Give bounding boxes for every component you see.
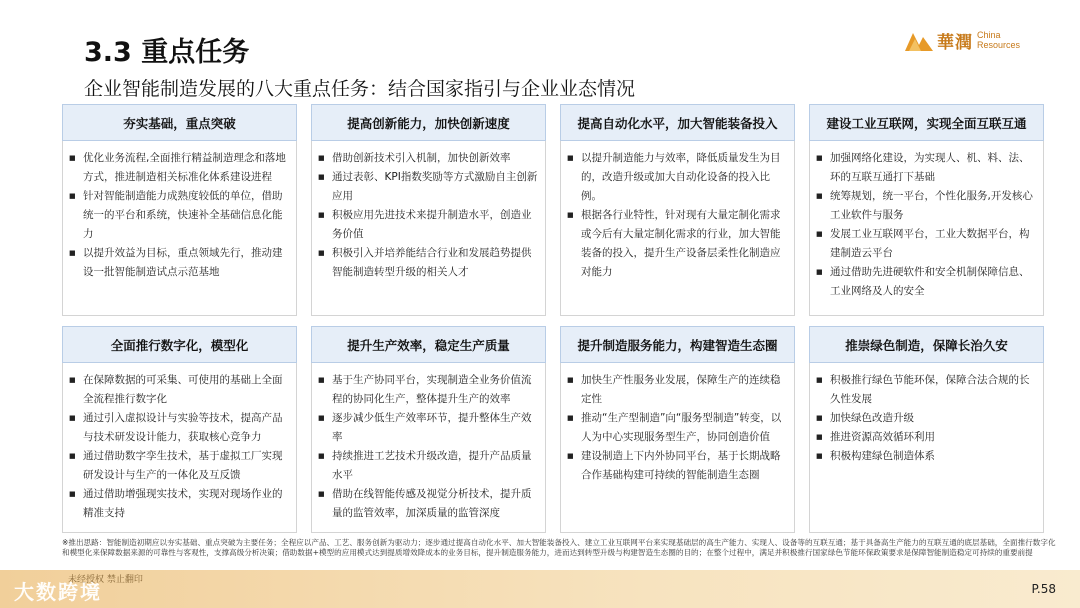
list-item (69, 447, 290, 485)
task-card-body (311, 363, 546, 533)
task-card (62, 326, 297, 533)
list-item (69, 149, 290, 187)
list-item-text: 优化业务流程,全面推行精益制造理念和落地方式，推进制造相关标准化体系建设进程 (83, 152, 286, 183)
logo-mountain-icon (905, 27, 933, 53)
task-card (311, 104, 546, 316)
list-item-text: 通过借助增强现实技术，实现对现场作业的精准支持 (83, 488, 283, 519)
task-card-body (560, 141, 795, 316)
list-item-text: 在保障数据的可采集、可使用的基础上全面全流程推行数字化 (83, 374, 283, 405)
list-item (318, 371, 539, 409)
task-card-title: 推崇绿色制造，保障长治久安 (809, 326, 1044, 363)
bullet-icon: ■ (816, 230, 823, 238)
list-item-text: 积极构建绿色制造体系 (830, 450, 935, 462)
logo-cn-text: 華潤 (937, 32, 973, 53)
list-item (816, 371, 1037, 409)
logo-en-line2: Resources (977, 40, 1021, 50)
list-item-text: 建设制造上下内外协同平台，基于长期战略合作基础构建可持续的智能制造生态圈 (581, 450, 781, 481)
list-item-text: 通过表彰、KPI指数奖励等方式激励自主创新应用 (332, 171, 538, 202)
list-item (318, 409, 539, 447)
task-card-body (62, 141, 297, 316)
bullet-icon: ■ (318, 249, 325, 257)
bullet-icon: ■ (69, 154, 76, 162)
bullet-icon: ■ (816, 376, 823, 384)
list-item (816, 149, 1037, 187)
logo-en-text (977, 30, 1020, 50)
bullet-icon: ■ (318, 414, 325, 422)
task-card-body (62, 363, 297, 533)
list-item (69, 371, 290, 409)
list-item (567, 206, 788, 282)
company-logo (905, 22, 1035, 58)
list-item (318, 244, 539, 282)
list-item-text: 加快生产性服务业发展，保障生产的连续稳定性 (581, 374, 781, 405)
logo-en-line1: China (977, 30, 1001, 40)
list-item (318, 168, 539, 206)
bullet-icon: ■ (69, 414, 76, 422)
list-item-text: 通过引入虚拟设计与实验等技术，提高产品与技术研发设计能力，获取核心竞争力 (83, 412, 283, 443)
bullet-icon: ■ (69, 490, 76, 498)
list-item-text: 以提升制造能力与效率，降低质量发生为目的，改造升级或加大自动化设备的投入比例。 (581, 152, 781, 202)
task-card (311, 326, 546, 533)
task-card-title: 建设工业互联网，实现全面互联互通 (809, 104, 1044, 141)
page-title: 3.3 重点任务 (84, 37, 250, 68)
list-item (567, 409, 788, 447)
task-card (809, 104, 1044, 316)
list-item-text: 借助创新技术引入机制，加快创新效率 (332, 152, 511, 164)
task-card-body (560, 363, 795, 533)
bullet-icon: ■ (816, 452, 823, 460)
watermark-small-text: 未经授权 禁止翻印 (68, 575, 143, 585)
list-item-text: 加强网络化建设，为实现人、机、料、法、环的互联互通打下基础 (830, 152, 1030, 183)
bullet-icon: ■ (69, 249, 76, 257)
list-item (69, 485, 290, 523)
bullet-icon: ■ (318, 173, 325, 181)
list-item-text: 逐步减少低生产效率环节，提升整体生产效率 (332, 412, 532, 443)
list-item-text: 统筹规划，统一平台，个性化服务,开发核心工业软件与服务 (830, 190, 1033, 221)
list-item (816, 263, 1037, 301)
list-item-text: 加快绿色改造升级 (830, 412, 914, 424)
list-item (567, 371, 788, 409)
bullet-icon: ■ (816, 268, 823, 276)
bullet-icon: ■ (69, 452, 76, 460)
task-card-title: 提高创新能力，加快创新速度 (311, 104, 546, 141)
bullet-icon: ■ (816, 414, 823, 422)
bullet-icon: ■ (567, 154, 574, 162)
list-item (318, 206, 539, 244)
list-item-text: 针对智能制造能力成熟度较低的单位，借助统一的平台和系统，快速补全基础信息化能力 (83, 190, 283, 240)
list-item (69, 187, 290, 244)
footer-bar (0, 570, 1080, 608)
list-item (567, 149, 788, 206)
task-card-body (311, 141, 546, 316)
page-number: P.58 (1031, 582, 1056, 596)
bullet-icon: ■ (567, 211, 574, 219)
task-card-body (809, 363, 1044, 533)
list-item-text: 积极引入并培养能结合行业和发展趋势提供智能制造转型升级的相关人才 (332, 247, 532, 278)
list-item (69, 244, 290, 282)
list-item (318, 447, 539, 485)
list-item-text: 推动“生产型制造”向“服务型制造”转变，以人为中心实现服务型生产，协同创造价值 (581, 412, 782, 443)
list-item-text: 推进资源高效循环利用 (830, 431, 935, 443)
list-item (318, 149, 539, 168)
bullet-icon: ■ (816, 433, 823, 441)
list-item-text: 基于生产协同平台，实现制造全业务价值流程的协同化生产，整体提升生产的效率 (332, 374, 532, 405)
bullet-icon: ■ (816, 154, 823, 162)
task-card (560, 104, 795, 316)
list-item-text: 积极推行绿色节能环保，保障合法合规的长久性发展 (830, 374, 1030, 405)
task-card (62, 104, 297, 316)
task-card-title: 提升生产效率，稳定生产质量 (311, 326, 546, 363)
bullet-icon: ■ (567, 376, 574, 384)
list-item (816, 409, 1037, 428)
watermark-text: 大数跨境 (14, 580, 102, 604)
task-card (809, 326, 1044, 533)
bullet-icon: ■ (69, 376, 76, 384)
list-item (69, 409, 290, 447)
task-card-title: 夯实基础，重点突破 (62, 104, 297, 141)
bullet-icon: ■ (318, 376, 325, 384)
list-item (567, 447, 788, 485)
task-card-title: 提高自动化水平，加大智能装备投入 (560, 104, 795, 141)
bullet-icon: ■ (318, 211, 325, 219)
list-item-text: 通过借助先进硬软件和安全机制保障信息、工业网络及人的安全 (830, 266, 1030, 297)
list-item-text: 根据各行业特性，针对现有大量定制化需求或今后有大量定制化需求的行业，加大智能装备的投入，提升生产设备层柔性化制造应对能力 (581, 209, 781, 278)
list-item-text: 积极应用先进技术来提升制造水平，创造业务价值 (332, 209, 532, 240)
list-item-text: 借助在线智能传感及视觉分析技术，提升质量的监管效率，加深质量的监管深度 (332, 488, 532, 519)
list-item-text: 通过借助数字孪生技术，基于虚拟工厂实现研发设计与生产的一体化及互反馈 (83, 450, 283, 481)
bullet-icon: ■ (567, 452, 574, 460)
list-item (816, 187, 1037, 225)
list-item-text: 以提升效益为目标，重点领域先行，推动建设一批智能制造试点示范基地 (83, 247, 283, 278)
task-card-body (809, 141, 1044, 316)
list-item-text: 发展工业互联网平台，工业大数据平台，构建制造云平台 (830, 228, 1030, 259)
task-card (560, 326, 795, 533)
bullet-icon: ■ (318, 490, 325, 498)
list-item (816, 447, 1037, 466)
list-item (816, 225, 1037, 263)
task-card-title: 全面推行数字化，模型化 (62, 326, 297, 363)
task-card-title: 提升制造服务能力，构建智造生态圈 (560, 326, 795, 363)
footnote: ※推出思路：智能制造初期应以夯实基础、重点突破为主要任务；全程应以产品、工艺、服务创新为驱动力；逐步通过提高自动化水平、加大智能装备投入、建立工业互联网平台来实现基础层的高生产能力、实现人、设备等的互联互通；基于具备高生产能力的互联互通的底层基础，全面推行数字化和模型化来保障数据来源的可靠性与客观性，支撑高级分析决策；借助数据+模型的应用模式达到提质增效降成本的业务目标，提升制造服务能力，进而达到转型升级与构建智造生态圈的目的；在整个过程中，满足并积极推行国家绿色节能环保政策要求是保障智能制造稳定可持续的重要前提 (62, 538, 1056, 557)
bullet-icon: ■ (69, 192, 76, 200)
bullet-icon: ■ (567, 414, 574, 422)
list-item-text: 持续推进工艺技术升级改造，提升产品质量水平 (332, 450, 532, 481)
page-subtitle: 企业智能制造发展的八大重点任务：结合国家指引与企业业态情况 (84, 78, 636, 100)
bullet-icon: ■ (816, 192, 823, 200)
bullet-icon: ■ (318, 154, 325, 162)
list-item (318, 485, 539, 523)
bullet-icon: ■ (318, 452, 325, 460)
list-item (816, 428, 1037, 447)
